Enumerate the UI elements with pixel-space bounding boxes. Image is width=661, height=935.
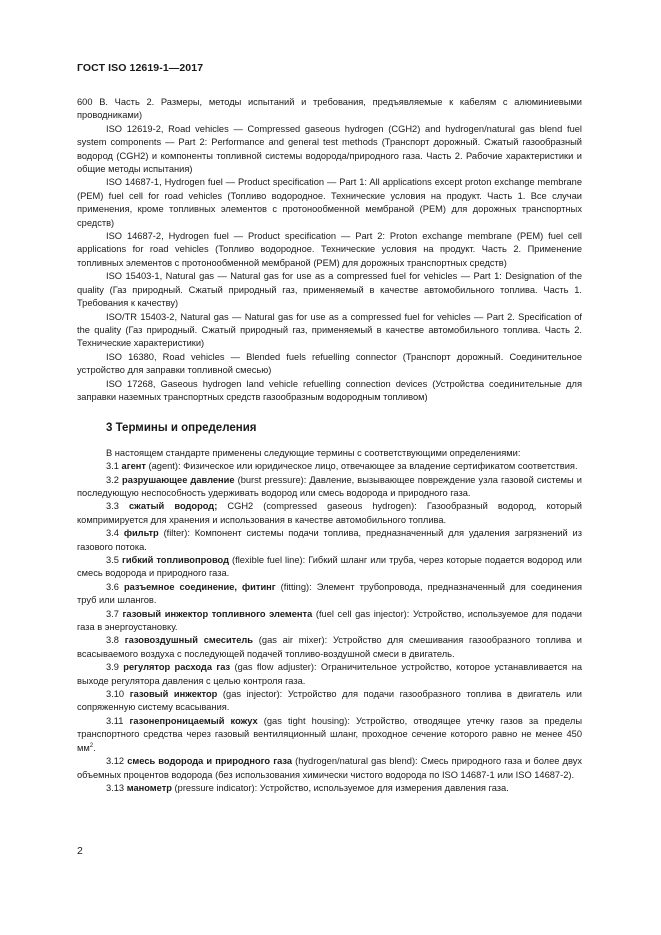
- term-name: газовоздушный смеситель: [124, 635, 254, 646]
- term-name: газонепроницаемый кожух: [129, 715, 258, 726]
- term-text: (pressure indicator): Устройство, используемое для измерения давления газа.: [171, 782, 509, 793]
- term-number: 3.12: [106, 756, 125, 767]
- term-text: (agent): Физическое или юридическое лицо, отвечающее за владение сертификатом соответствия.: [145, 461, 578, 472]
- term-number: 3.10: [106, 689, 125, 700]
- reference-item: ISO 14687-1, Hydrogen fuel — Product specification — Part 1: All applications except proton exchange membrane (PEM) fuel cell for road vehicles (Топливо водородное. Технические условия на продукт. Часть 1. Все случаи применения, кроме топливных элементов с протонообменной мембраной (PEM) для дорожных транспортных средств): [77, 177, 582, 228]
- term-number: 3.2: [106, 474, 119, 485]
- term-definition: [77, 500, 582, 527]
- term-name: смесь водорода и природного газа: [127, 756, 293, 767]
- term-text: (gas flow adjuster): Ограничительное устройство, которое устанавливается на выходе регулятора давления с целью контроля газа.: [77, 662, 582, 686]
- term-definition: [77, 474, 582, 501]
- reference-item: ISO 17268, Gaseous hydrogen land vehicle refuelling connection devices (Устройства соединительные для заправки наземных транспортных средств газообразным водородным топливом): [77, 378, 582, 402]
- term-text: (burst pressure): Давление, вызывающее повреждение узла газовой системы и последующую неспособность удерживать водород или смесь водорода и природного газа.: [77, 474, 582, 498]
- document-header: ГОСТ ISO 12619-1—2017: [77, 62, 204, 74]
- reference-item: ISO/TR 15403-2, Natural gas — Natural gas for use as a compressed fuel for vehicles — Part 2. Specification of the quality (Газ природный. Сжатый природный газ, применяемый в качестве автомобильного топлива. Часть 2. Технические характеристики): [77, 311, 582, 349]
- term-definition: [77, 554, 582, 581]
- term-text: (flexible fuel line): Гибкий шланг или труба, через которые подается водород или смесь водорода и природного газа.: [77, 555, 582, 579]
- term-number: 3.4: [106, 528, 119, 539]
- term-definition: [77, 661, 582, 688]
- reference-item: ISO 16380, Road vehicles — Blended fuels refuelling connector (Транспорт дорожный. Соединительное устройство для заправки топливной смесью): [77, 351, 582, 376]
- term-text: (fitting): Элемент трубопровода, предназначенный для соединения труб или шлангов.: [77, 581, 582, 606]
- term-number: 3.9: [106, 662, 119, 673]
- term-definition: [77, 634, 582, 661]
- terms-list: [77, 460, 582, 795]
- term-number: 3.5: [106, 555, 119, 565]
- term-name: манометр: [126, 782, 172, 793]
- term-name: разъемное соединение, фитинг: [123, 581, 276, 592]
- term-definition: [77, 715, 582, 755]
- term-number: 3.6: [106, 581, 119, 592]
- term-tail: .: [93, 742, 96, 753]
- term-definition: [77, 688, 582, 715]
- reference-item: ISO 15403-1, Natural gas — Natural gas for use as a compressed fuel for vehicles — Part 1: Designation of the quality (Газ природный. Сжатый природный газ, применяемый в качестве автомобильного топлива. Часть 1. Требования к качеству): [77, 271, 582, 309]
- term-number: 3.11: [106, 715, 124, 726]
- section-intro: В настоящем стандарте применены следующие термины с соответствующими определениями:: [106, 447, 521, 458]
- term-number: 3.7: [106, 608, 119, 619]
- term-definition: [77, 460, 582, 473]
- reference-item: ISO 12619-2, Road vehicles — Compressed gaseous hydrogen (CGH2) and hydrogen/natural gas blend fuel system components — Part 2: Performance and general test methods (Транспорт дорожный. Сжатый газообразный водород (CGH2) и компоненты топливной системы водорода/природного газа. Часть 2. Рабочие характеристики и общие методы испытания): [77, 123, 582, 175]
- term-definition: [77, 782, 582, 795]
- term-name: фильтр: [123, 528, 159, 539]
- term-text: (fuel cell gas injector): Устройство, используемое для подачи газа в энергоустановку.: [77, 608, 582, 633]
- page-number: 2: [77, 845, 83, 857]
- term-name: гибкий топливопровод: [121, 555, 230, 565]
- term-definition: [77, 755, 582, 782]
- term-number: 3.13: [106, 782, 125, 793]
- term-number: 3.8: [106, 635, 119, 646]
- term-text: CGH2 (compressed gaseous hydrogen): Газообразный водород, который компримируется для хранения и использования в качестве автомобильного топлива.: [77, 501, 582, 525]
- term-text: (filter): Компонент системы подачи топлива, предназначенный для удаления загрязнений из газового потока.: [77, 528, 582, 552]
- term-number: 3.1: [106, 461, 119, 472]
- term-definition: [77, 608, 582, 635]
- term-definition: [77, 581, 582, 608]
- term-text: (gas injector): Устройство для подачи газообразного топлива в двигатель или сопряженную систему всасывания.: [77, 689, 582, 713]
- section-heading: 3 Термины и определения: [106, 422, 257, 435]
- superscript: 2: [89, 742, 94, 749]
- term-text: (gas air mixer): Устройство для смешивания газообразного топлива и всасываемого воздуха с последующей подачей топливо-воздушной смеси в двигатель.: [77, 635, 582, 659]
- term-name: газовый инжектор топливного элемента: [122, 608, 313, 619]
- reference-item: ISO 14687-2, Hydrogen fuel — Product specification — Part 2: Proton exchange membrane (PEM) fuel cell applications for road vehicles (Топливо водородное. Технические условия на продукт. Часть 2. Применение топливных элементов с протонообменной мембраной (PEM) для дорожных транспортных средств): [77, 231, 582, 268]
- term-text: (gas tight housing): Устройство, отводящее утечку газов за пределы транспортного средства через газовый вентиляционный шланг, проходное сечение которого равно не менее 450 мм: [77, 715, 582, 753]
- term-name: агент: [121, 461, 146, 472]
- term-name: сжатый водород;: [129, 501, 218, 512]
- document-body: [77, 96, 582, 795]
- reference-item: 600 В. Часть 2. Размеры, методы испытаний и требования, предъявляемые к кабелям с алюминиевыми проводниками): [77, 97, 582, 121]
- term-definition: [77, 527, 582, 554]
- term-name: газовый инжектор: [129, 689, 218, 700]
- normative-references: [77, 96, 582, 404]
- term-text: (hydrogen/natural gas blend): Смесь природного газа и более двух объемных процентов водорода (без использования химически чистого водорода по ISO 14687-1 или ISO 14687-2).: [77, 756, 582, 780]
- term-number: 3.3: [106, 501, 119, 512]
- term-name: регулятор расхода газ: [123, 662, 231, 673]
- term-name: разрушающее давление: [122, 474, 235, 485]
